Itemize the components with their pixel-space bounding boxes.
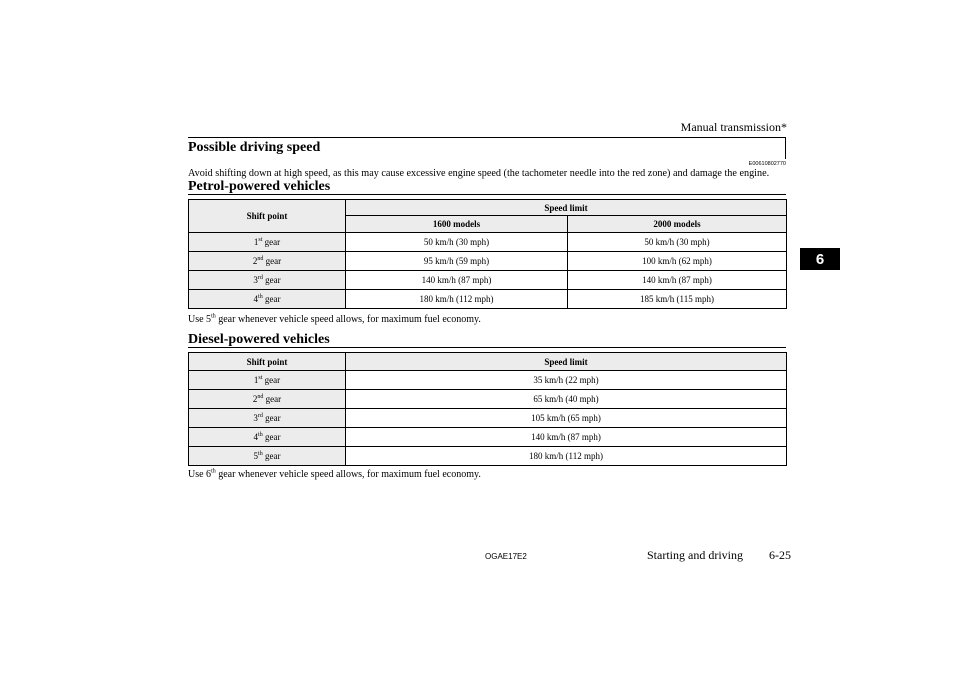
- table-row: [189, 271, 787, 290]
- gear-cell: 3rd gear: [189, 409, 346, 428]
- footer-chapter: Starting and driving: [647, 548, 743, 562]
- section-title-box: [188, 137, 786, 159]
- petrol-col-speed-limit: Speed limit: [346, 200, 787, 216]
- table-row: [189, 390, 787, 409]
- speed-cell: 35 km/h (22 mph): [346, 371, 787, 390]
- table-row: [189, 233, 787, 252]
- running-header: Manual transmission*: [680, 120, 787, 134]
- table-row: [189, 428, 787, 447]
- diesel-heading: Diesel-powered vehicles: [188, 332, 786, 348]
- gear-cell: 2nd gear: [189, 390, 346, 409]
- gear-cell: 1st gear: [189, 371, 346, 390]
- diesel-col-shift-point: Shift point: [189, 353, 346, 371]
- speed-cell-2000: 185 km/h (115 mph): [568, 290, 787, 309]
- speed-cell-2000: 50 km/h (30 mph): [568, 233, 787, 252]
- speed-cell-2000: 140 km/h (87 mph): [568, 271, 787, 290]
- chapter-tab: 6: [800, 248, 840, 270]
- speed-cell-1600: 50 km/h (30 mph): [346, 233, 568, 252]
- table-row: [189, 447, 787, 466]
- speed-cell-1600: 180 km/h (112 mph): [346, 290, 568, 309]
- speed-cell: 180 km/h (112 mph): [346, 447, 787, 466]
- footer-code: OGAE17E2: [485, 552, 527, 561]
- gear-cell: 4th gear: [189, 428, 346, 447]
- table-row: [189, 409, 787, 428]
- gear-cell: 5th gear: [189, 447, 346, 466]
- speed-cell: 65 km/h (40 mph): [346, 390, 787, 409]
- gear-cell: 4th gear: [189, 290, 346, 309]
- footer-page-info: [647, 548, 791, 563]
- diesel-note: Use 6th gear whenever vehicle speed allows, for maximum fuel economy.: [188, 468, 481, 480]
- speed-cell-2000: 100 km/h (62 mph): [568, 252, 787, 271]
- table-row: [189, 290, 787, 309]
- petrol-col-2000-models: 2000 models: [568, 216, 787, 233]
- gear-cell: 3rd gear: [189, 271, 346, 290]
- section-code: E00610802770: [748, 161, 786, 167]
- gear-cell: 1st gear: [189, 233, 346, 252]
- page-number: 6-25: [769, 548, 791, 562]
- speed-cell: 105 km/h (65 mph): [346, 409, 787, 428]
- petrol-col-1600-models: 1600 models: [346, 216, 568, 233]
- petrol-note: Use 5th gear whenever vehicle speed allows, for maximum fuel economy.: [188, 313, 481, 325]
- diesel-col-speed-limit: Speed limit: [346, 353, 787, 371]
- speed-cell-1600: 140 km/h (87 mph): [346, 271, 568, 290]
- speed-cell-1600: 95 km/h (59 mph): [346, 252, 568, 271]
- table-row: [189, 252, 787, 271]
- intro-text: Avoid shifting down at high speed, as this may cause excessive engine speed (the tachometer needle into the red zone) and damage the engine.: [188, 168, 770, 179]
- petrol-col-shift-point: Shift point: [189, 200, 346, 233]
- table-row: [189, 371, 787, 390]
- diesel-table: [188, 352, 787, 466]
- section-title: Possible driving speed: [188, 140, 321, 155]
- speed-cell: 140 km/h (87 mph): [346, 428, 787, 447]
- gear-cell: 2nd gear: [189, 252, 346, 271]
- petrol-heading: Petrol-powered vehicles: [188, 179, 786, 195]
- petrol-table: [188, 199, 787, 309]
